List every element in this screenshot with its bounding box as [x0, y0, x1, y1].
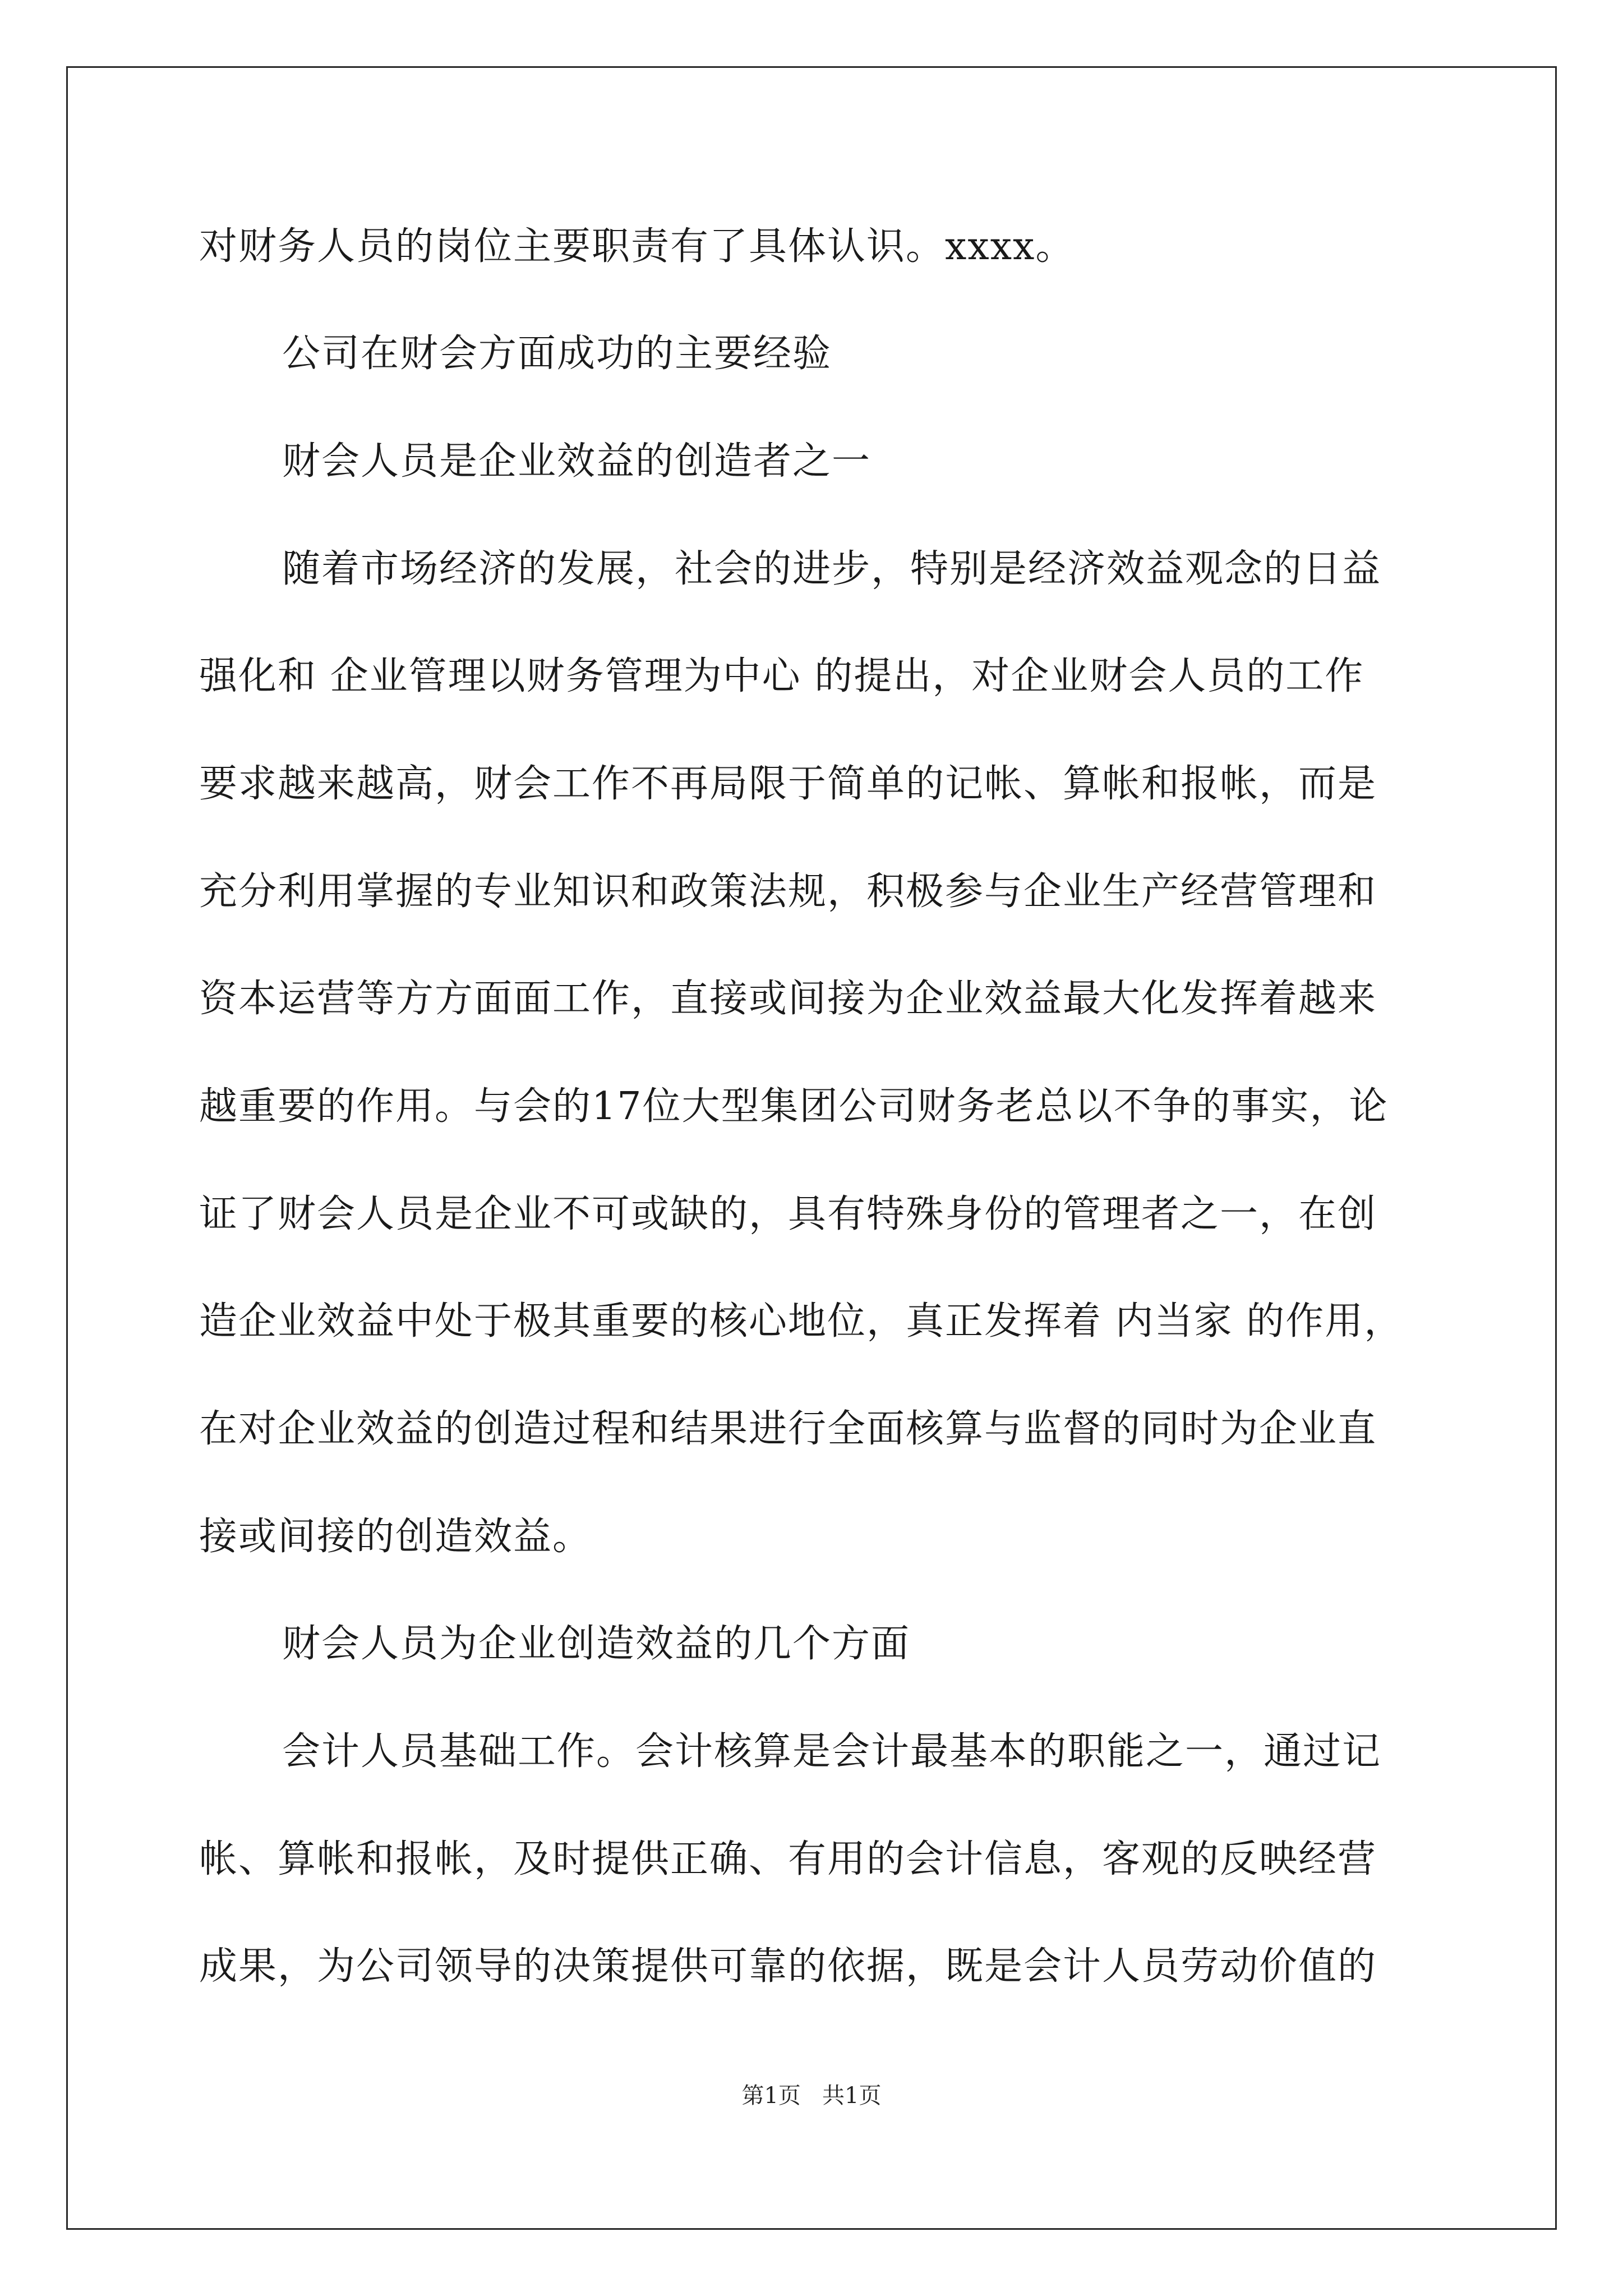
paragraph-line: 成果，为公司领导的决策提供可靠的依据，既是会计人员劳动价值的	[199, 1944, 1377, 1989]
paragraph-line: 越重要的作用。与会的17位大型集团公司财务老总以不争的事实，论	[199, 1084, 1389, 1129]
section-heading: 财会人员是企业效益的创造者之一	[282, 439, 872, 484]
paragraph-line: 充分利用掌握的专业知识和政策法规，积极参与企业生产经营管理和	[199, 869, 1377, 914]
paragraph-line: 帐、算帐和报帐，及时提供正确、有用的会计信息，客观的反映经营	[199, 1837, 1377, 1881]
paragraph-line: 在对企业效益的创造过程和结果进行全面核算与监督的同时为企业直	[199, 1407, 1377, 1451]
paragraph-line: 资本运营等方方面面工作，直接或间接为企业效益最大化发挥着越来	[199, 977, 1377, 1021]
page-border	[66, 66, 1557, 2230]
paragraph-line: 会计人员基础工作。会计核算是会计最基本的职能之一，通过记	[282, 1729, 1382, 1774]
paragraph-line: 要求越来越高，财会工作不再局限于简单的记帐、算帐和报帐，而是	[199, 762, 1377, 806]
section-heading: 财会人员为企业创造效益的几个方面	[282, 1622, 911, 1666]
page-number-footer: 第1页 共1页	[741, 2083, 882, 2109]
paragraph-line: 强化和 企业管理以财务管理为中心 的提出，对企业财会人员的工作	[199, 654, 1364, 698]
paragraph-line: 造企业效益中处于极其重要的核心地位，真正发挥着 内当家 的作用，	[199, 1299, 1404, 1343]
paragraph-line: 证了财会人员是企业不可或缺的，具有特殊身份的管理者之一，在创	[199, 1192, 1377, 1236]
paragraph-line: 对财务人员的岗位主要职责有了具体认识。xxxx。	[199, 224, 1075, 269]
paragraph-line: 接或间接的创造效益。	[199, 1515, 592, 1559]
paragraph-line: 随着市场经济的发展，社会的进步，特别是经济效益观念的日益	[282, 547, 1382, 591]
section-heading: 公司在财会方面成功的主要经验	[282, 332, 832, 376]
